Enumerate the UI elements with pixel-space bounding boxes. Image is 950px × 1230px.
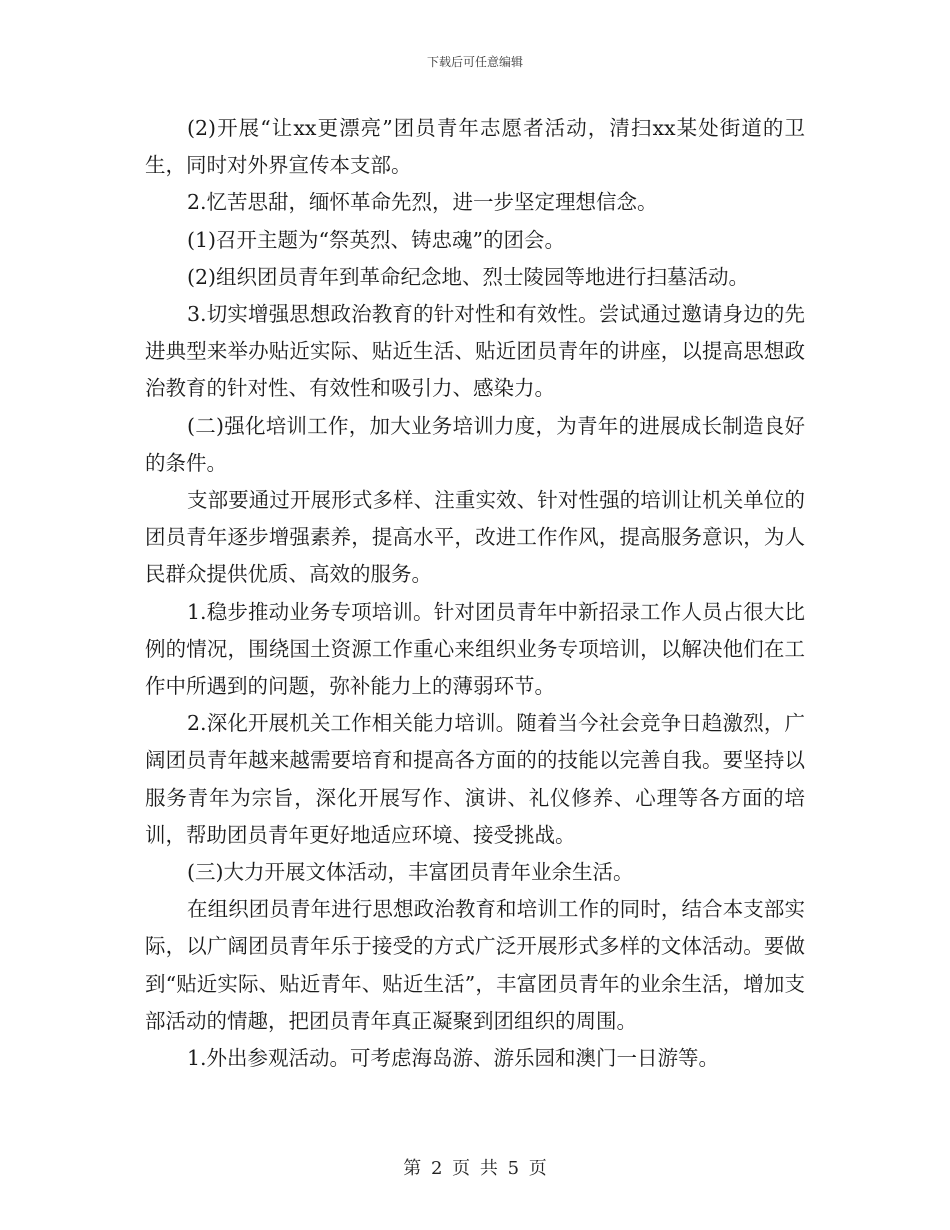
- paragraph: (2)开展“让xx更漂亮”团员青年志愿者活动，清扫xx某处街道的卫生，同时对外界宣传本支部。: [145, 116, 805, 178]
- document-body: [145, 110, 805, 1077]
- paragraph: 支部要通过开展形式多样、注重实效、针对性强的培训让机关单位的团员青年逐步增强素养，提高水平，改进工作作风，提高服务意识，为人民群众提供优质、高效的服务。: [145, 488, 805, 587]
- paragraph: (2)组织团员青年到革命纪念地、烈士陵园等地进行扫墓活动。: [187, 264, 750, 289]
- paragraph: 1.稳步推动业务专项培训。针对团员青年中新招录工作人员占很大比例的情况，围绕国土资源工作重心来组织业务专项培训，以解决他们在工作中所遇到的问题，弥补能力上的薄弱环节。: [145, 599, 805, 699]
- paragraph: (1)召开主题为“祭英烈、铸忠魂”的团会。: [187, 227, 565, 252]
- paragraph: 2.忆苦思甜，缅怀革命先烈，进一步坚定理想信念。: [187, 190, 658, 215]
- paragraph: 3.切实增强思想政治教育的针对性和有效性。尝试通过邀请身边的先进典型来举办贴近实际、贴近生活、贴近团员青年的讲座，以提高思想政治教育的针对性、有效性和吸引力、感染力。: [145, 302, 805, 401]
- section-heading: (二)强化培训工作，加大业务培训力度，为青年的进展成长制造良好的条件。: [145, 413, 805, 475]
- page-number: 第 2 页 共 5 页: [403, 1158, 547, 1179]
- page-header: 下载后可任意编辑: [426, 55, 523, 69]
- paragraph: 1.外出参观活动。可考虑海岛游、游乐园和澳门一日游等。: [187, 1046, 720, 1071]
- paragraph: 在组织团员青年进行思想政治教育和培训工作的同时，结合本支部实际，以广阔团员青年乐于接受的方式广泛开展形式多样的文体活动。要做到“贴近实际、贴近青年、贴近生活”，丰富团员青年的业余生活，增加支部活动的情趣，把团员青年真正凝聚到团组织的周围。: [145, 897, 805, 1033]
- paragraph: 2.深化开展机关工作相关能力培训。随着当今社会竞争日趋激烈，广阔团员青年越来越需要培育和提高各方面的的技能以完善自我。要坚持以服务青年为宗旨，深化开展写作、演讲、礼仪修养、心理等各方面的培训，帮助团员青年更好地适应环境、接受挑战。: [145, 711, 805, 847]
- section-heading: (三)大力开展文体活动，丰富团员青年业余生活。: [187, 860, 634, 885]
